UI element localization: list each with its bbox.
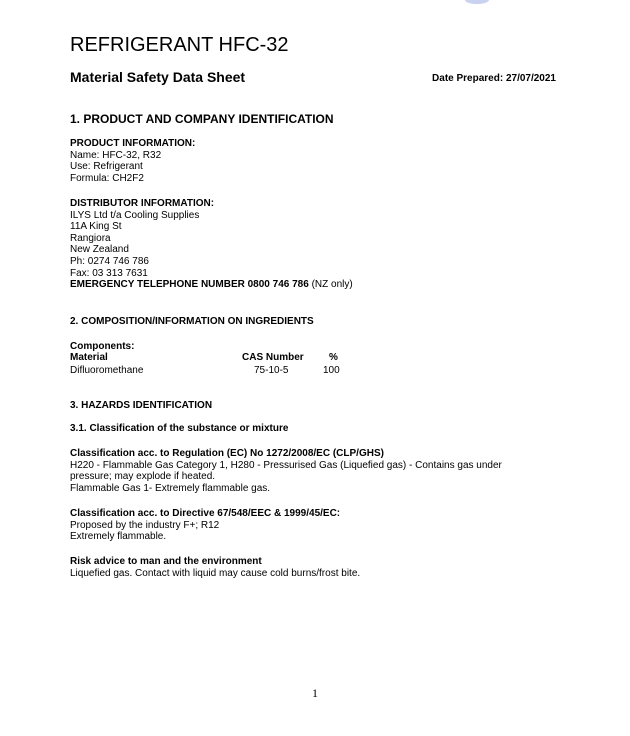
directive-heading: Classification acc. to Directive 67/548/EEC & 1999/45/EC: <box>70 508 341 519</box>
risk-advice <box>70 556 360 579</box>
distributor-information <box>70 198 353 291</box>
distributor-line: Rangiora <box>70 232 111 244</box>
directive-classification <box>70 508 340 543</box>
product-line: Name: HFC-32, R32 <box>70 149 162 161</box>
emergency-note: (NZ only) <box>308 279 353 291</box>
distributor-line: Fax: 03 313 7631 <box>70 267 148 279</box>
product-information <box>70 138 195 184</box>
distributor-line: 11A King St <box>70 221 122 233</box>
distributor-line: Ph: 0274 746 786 <box>70 255 149 267</box>
regulation-line: pressure; may explode if heated. <box>70 471 216 483</box>
product-line: Use: Refrigerant <box>70 161 143 173</box>
document-title: REFRIGERANT HFC-32 <box>70 34 289 56</box>
emergency-number: EMERGENCY TELEPHONE NUMBER 0800 746 786 <box>70 279 309 291</box>
distributor-heading: DISTRIBUTOR INFORMATION: <box>70 198 215 209</box>
decorative-mark <box>465 0 489 4</box>
regulation-heading: Classification acc. to Regulation (EC) No 1272/2008/EC (CLP/GHS) <box>70 448 384 459</box>
section-3-1-heading: 3.1. Classification of the substance or mixture <box>70 423 289 434</box>
regulation-classification <box>70 448 502 494</box>
section-2-heading: 2. COMPOSITION/INFORMATION ON INGREDIENTS <box>70 316 314 327</box>
directive-line: Proposed by the industry F+; R12 <box>70 519 220 531</box>
directive-line: Extremely flammable. <box>70 531 167 543</box>
regulation-line: H220 - Flammable Gas Category 1, H280 - Pressurised Gas (Liquefied gas) - Contains gas under <box>70 459 502 471</box>
table-header-cas: CAS Number <box>242 352 304 363</box>
emergency-line <box>70 279 353 291</box>
components-label: Components: <box>70 341 135 352</box>
risk-line: Liquefied gas. Contact with liquid may cause cold burns/frost bite. <box>70 567 361 579</box>
product-heading: PRODUCT INFORMATION: <box>70 138 196 149</box>
table-cell-material: Difluoromethane <box>70 365 144 376</box>
date-prepared: Date Prepared: 27/07/2021 <box>432 73 556 84</box>
table-header-percent: % <box>329 352 338 363</box>
table-cell-cas: 75-10-5 <box>254 365 289 376</box>
section-3-heading: 3. HAZARDS IDENTIFICATION <box>70 400 213 411</box>
risk-heading: Risk advice to man and the environment <box>70 556 262 567</box>
regulation-line: Flammable Gas 1- Extremely flammable gas. <box>70 482 271 494</box>
table-header-material: Material <box>70 352 108 363</box>
page-number: 1 <box>312 686 318 700</box>
document-subtitle: Material Safety Data Sheet <box>70 69 246 85</box>
distributor-line: ILYS Ltd t/a Cooling Supplies <box>70 209 200 221</box>
section-1-heading: 1. PRODUCT AND COMPANY IDENTIFICATION <box>70 112 334 126</box>
table-cell-percent: 100 <box>323 365 340 376</box>
product-line: Formula: CH2F2 <box>70 172 144 184</box>
distributor-line: New Zealand <box>70 244 129 256</box>
